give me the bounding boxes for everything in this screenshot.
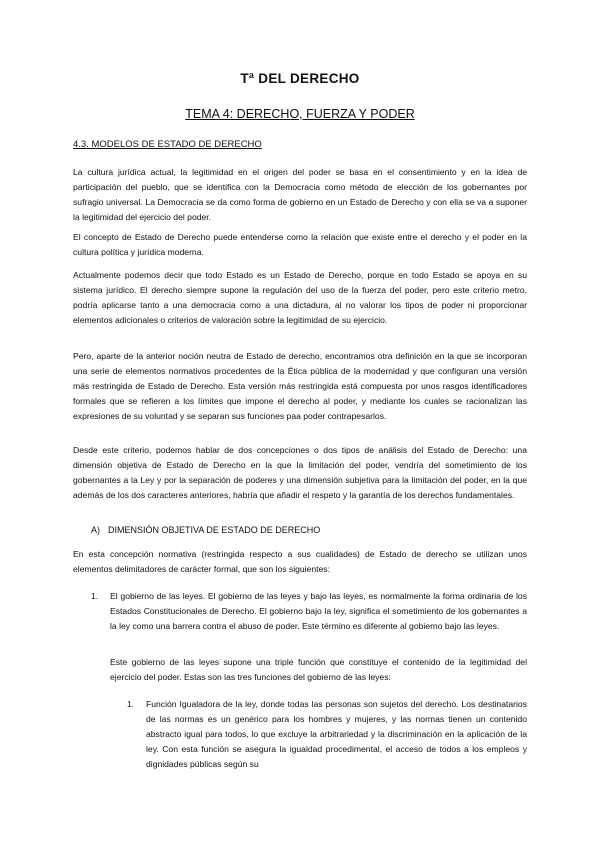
paragraph-4: Pero, aparte de la anterior noción neutra de Estado de derecho, encontramos otra definición en la que se incorporan una serie de elementos normativos procedentes de la Ética pública de la modernidad y que configuran una versión más restringida de Estado de Derecho. Esta versión más restringida está compuesta por unos rasgos identificadores formales que se refieren a los límites que impone el derecho al poder, y mediante los cuales se racionalizan las expresiones de su voluntad y se separan sus funciones paa poder contrapesarlos. (73, 351, 527, 421)
paragraph-3: Actualmente podemos decir que todo Estado es un Estado de Derecho, porque en todo Estado se apoya en su sistema jurídico. El derecho siempre supone la regulación del uso de la fuerza del poder, pero este criterio metro, podría aplicarse tanto a una democracia como a una dictadura, al no valorar los tipos de poder ni proporcionar elementos adicionales o criterios de valoración sobre la legitimidad de su ejercicio. (73, 270, 527, 325)
document-title: Tª DEL DERECHO (240, 71, 360, 86)
sub-item-1-number: 1. (127, 699, 135, 709)
paragraph-1: La cultura jurídica actual, la legitimidad en el origen del poder se basa en el consentimiento y en la idea de participación del pueblo, que se identifica con la Democracia como método de elección de los gobernantes por sufragio universal. La Democracia se da como forma de gobierno en un Estado de Derecho y con ella se va a suponer la legitimidad del ejercicio del poder. (73, 167, 527, 222)
list-item-1-text: El gobierno de las leyes. El gobierno de las leyes y bajo las leyes, es normalmente la forma ordinaria de los Estados Constitucionales de Derecho. El gobierno bajo la ley, significa el sometimiento de los gobernantes a la ley como una barrera contra el abuso de poder. Este término es diferente al gobierno bajo las leyes. (110, 591, 527, 631)
subsection-letter: A) (91, 525, 100, 535)
list-item-1-followup: Este gobierno de las leyes supone una triple función que constituye el contenido de la legitimidad del ejercicio del poder. Estas son las tres funciones del gobierno de las leyes: (110, 657, 527, 682)
list-item-1-number: 1. (91, 591, 99, 601)
section-heading: 4.3. MODELOS DE ESTADO DE DERECHO (73, 139, 262, 150)
sub-item-1-text: Función Igualadora de la ley, donde todas las personas son sujetos del derecho. Los destinatarios de las normas es un genérico para los hombres y mujeres, y las normas tienen un contenido abstracto igual para todos, lo que excluye la arbitrariedad y la discriminación en la aplicación de la ley. Con esta función se asegura la igualdad procedimental, el acceso de todos a los empleos y dignidades públicas según su (146, 699, 527, 769)
paragraph-2: El concepto de Estado de Derecho puede entenderse como la relación que existe entre el derecho y el poder en la cultura política y jurídica moderna. (73, 232, 527, 257)
paragraph-5: Desde este criterio, podemos hablar de dos concepciones o dos tipos de análisis del Estado de Derecho: una dimensión objetiva de Estado de Derecho en la que la limitación del poder, vendría del sometimiento de los gobernantes a la Ley y por la separación de poderes y una dimensión subjetiva para la limitación del poder, en la que además de los dos caracteres anteriores, habría que añadir el respeto y la garantía de los derechos fundamentales. (73, 445, 527, 500)
subsection-intro: En esta concepción normativa (restringida respecto a sus cualidades) de Estado de derecho se utilizan unos elementos delimitadores de carácter formal, que son los siguientes: (73, 549, 527, 574)
subsection-label: DIMENSIÓN OBJETIVA DE ESTADO DE DERECHO (108, 525, 321, 535)
subsection-heading (91, 525, 320, 535)
document-subtitle: TEMA 4: DERECHO, FUERZA Y PODER (185, 107, 415, 121)
